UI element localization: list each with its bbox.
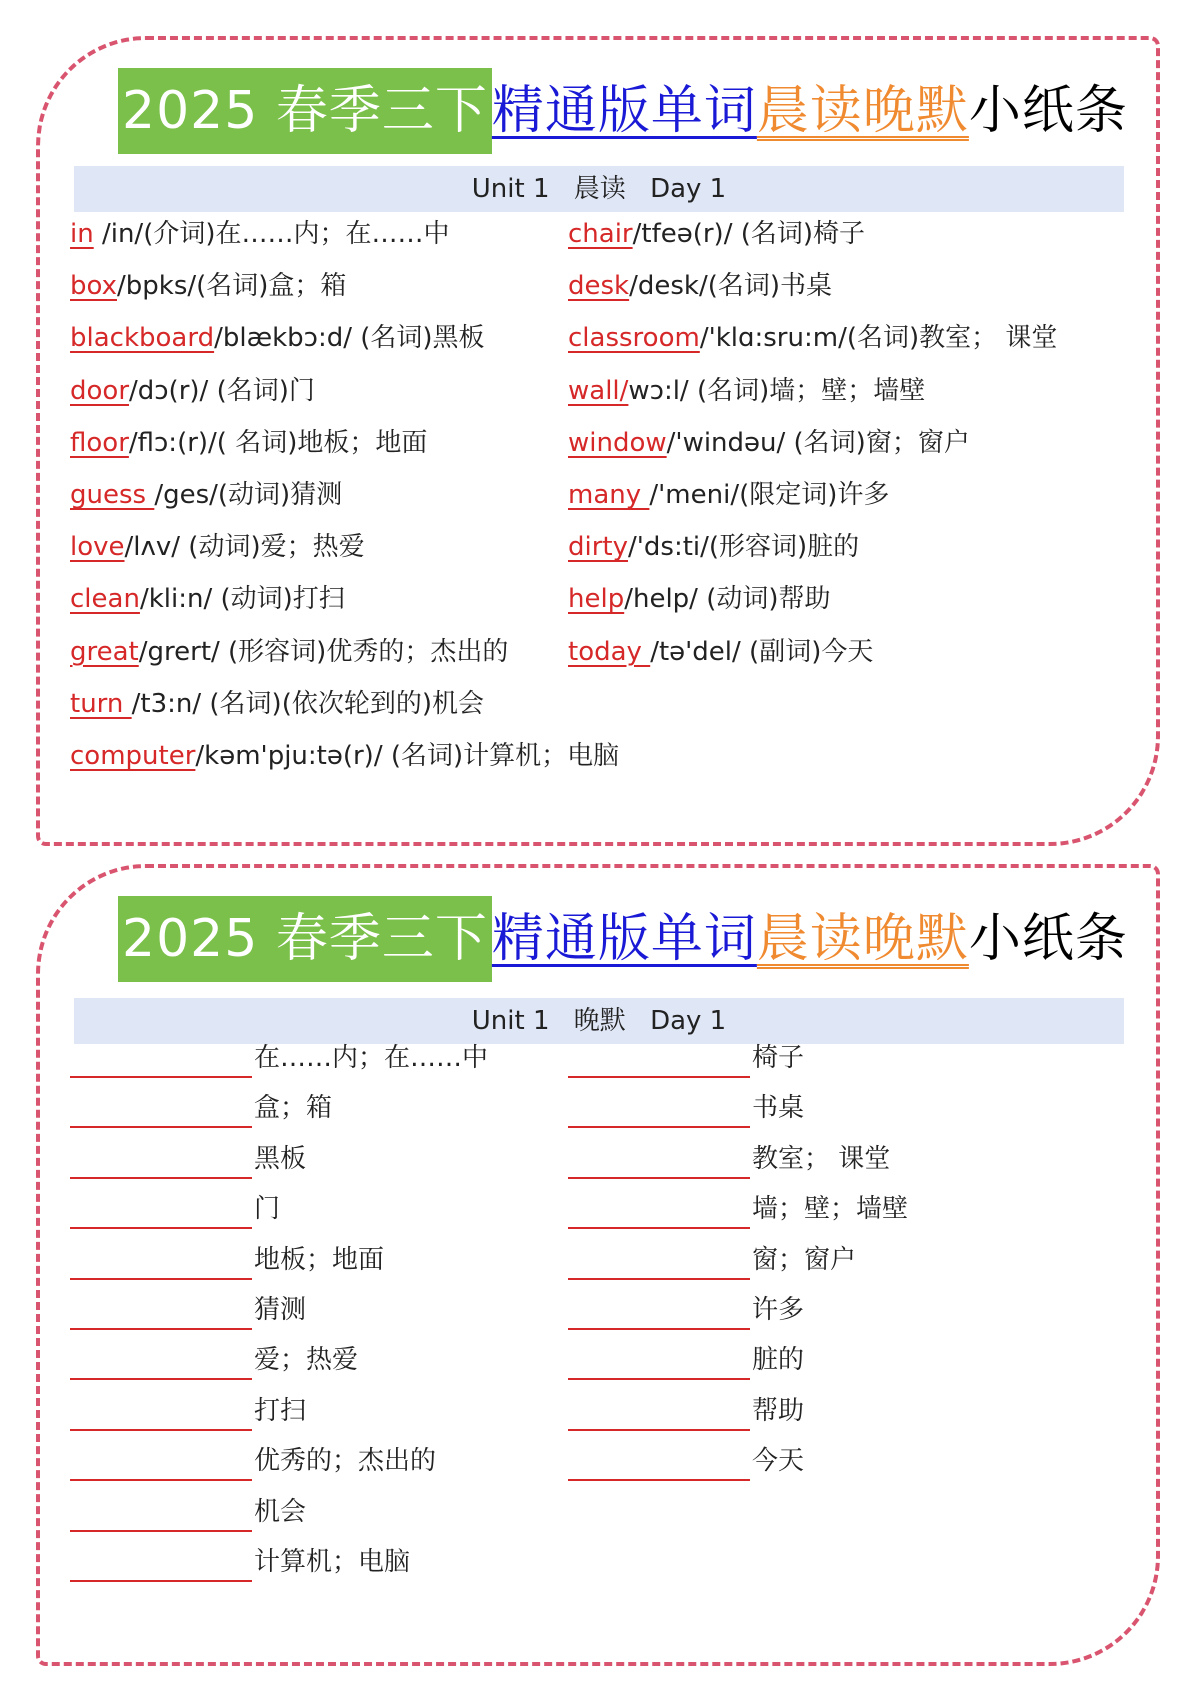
- vocab-word: help: [568, 584, 625, 615]
- dictation-row: [70, 1038, 488, 1078]
- vocab-row: [70, 736, 619, 776]
- title-black: 小纸条: [968, 81, 1128, 141]
- morning-card: [36, 36, 1160, 846]
- answer-blank[interactable]: [70, 1147, 252, 1179]
- answer-blank[interactable]: [70, 1500, 252, 1532]
- vocab-row: [568, 632, 873, 672]
- dictation-row: [568, 1139, 890, 1179]
- dictation-row: [70, 1542, 410, 1582]
- vocab-word: desk: [568, 271, 630, 302]
- answer-blank[interactable]: [70, 1096, 252, 1128]
- answer-blank[interactable]: [70, 1248, 252, 1280]
- vocab-definition: /tfeə(r)/ (名词)椅子: [632, 219, 866, 249]
- vocab-definition: /grert/ (形容词)优秀的；杰出的: [138, 636, 509, 667]
- title-black: 小纸条: [968, 909, 1128, 969]
- vocab-row: [70, 684, 484, 724]
- vocab-word: classroom: [568, 323, 700, 354]
- vocab-row: [70, 423, 427, 463]
- vocab-row: [568, 579, 830, 619]
- dictation-row: [70, 1441, 436, 1481]
- vocab-word: window: [568, 427, 667, 458]
- dictation-meaning: 许多: [752, 1295, 805, 1325]
- vocab-word: in: [70, 219, 94, 249]
- vocab-definition: /'windəu/ (名词)窗；窗户: [666, 427, 970, 458]
- section-header: [74, 166, 1124, 212]
- title-year: 2025 春季三下: [118, 68, 492, 154]
- title-year: 2025 春季三下: [118, 896, 492, 982]
- vocab-definition: /'ds:ti/(形容词)脏的: [628, 532, 860, 563]
- answer-blank[interactable]: [70, 1550, 252, 1582]
- vocab-row: [568, 266, 832, 306]
- answer-blank[interactable]: [568, 1096, 750, 1128]
- vocab-word: blackboard: [70, 323, 215, 354]
- vocab-definition: /desk/(名词)书桌: [629, 271, 833, 302]
- dictation-meaning: 黑板: [254, 1143, 307, 1174]
- vocab-row: [70, 579, 345, 619]
- vocab-word: many: [568, 480, 650, 510]
- vocab-row: [568, 318, 1057, 358]
- vocab-row: [568, 423, 970, 463]
- card-title: [118, 68, 1128, 154]
- vocab-word: box: [70, 271, 117, 302]
- dictation-meaning: 地板；地面: [254, 1244, 385, 1275]
- dictation-meaning: 脏的: [752, 1345, 805, 1376]
- vocab-word: today: [568, 636, 651, 667]
- answer-blank[interactable]: [568, 1449, 750, 1481]
- vocab-word: love: [70, 532, 125, 563]
- dictation-row: [70, 1088, 332, 1128]
- dictation-meaning: 门: [254, 1194, 281, 1225]
- evening-card: [36, 864, 1160, 1666]
- vocab-definition: /flɔ:(r)/( 名词)地板；地面: [128, 427, 428, 458]
- vocab-definition: /dɔ(r)/ (名词)门: [129, 375, 315, 406]
- dictation-row: [568, 1189, 908, 1229]
- dictation-row: [568, 1340, 804, 1380]
- unit-label: Unit 1: [471, 1006, 550, 1036]
- vocab-definition: /'klɑ:sru:m/(名词)教室； 课堂: [699, 323, 1058, 354]
- dictation-row: [70, 1492, 306, 1532]
- answer-blank[interactable]: [70, 1298, 252, 1330]
- dictation-meaning: 窗；窗户: [752, 1244, 857, 1275]
- dictation-row: [568, 1038, 804, 1078]
- vocab-row: [70, 266, 346, 306]
- dictation-meaning: 帮助: [752, 1395, 805, 1426]
- vocab-row: [70, 632, 508, 672]
- dictation-meaning: 教室； 课堂: [752, 1143, 891, 1174]
- vocab-word: turn: [70, 688, 132, 719]
- title-orange: 晨读晚默: [756, 81, 969, 141]
- dictation-meaning: 打扫: [254, 1395, 307, 1426]
- dictation-row: [70, 1340, 358, 1380]
- card-title: [118, 896, 1128, 982]
- unit-label: Unit 1: [471, 174, 550, 204]
- dictation-meaning: 书桌: [752, 1093, 805, 1124]
- vocab-word: door: [70, 375, 130, 406]
- dictation-row: [568, 1441, 804, 1481]
- vocab-row: [70, 475, 342, 515]
- vocab-row: [568, 527, 859, 567]
- vocab-word: guess: [70, 480, 155, 510]
- vocab-definition: /in/(介词)在……内；在……中: [93, 219, 450, 249]
- vocab-word: wall/: [568, 375, 629, 406]
- dictation-row: [70, 1290, 306, 1330]
- vocab-word: computer: [70, 741, 196, 771]
- dictation-row: [568, 1240, 856, 1280]
- dictation-meaning: 墙；壁；墙壁: [752, 1194, 909, 1225]
- vocab-definition: wɔ:l/ (名词)墙；壁；墙壁: [628, 375, 926, 406]
- dictation-meaning: 椅子: [752, 1043, 805, 1073]
- dictation-meaning: 今天: [752, 1446, 805, 1477]
- vocab-definition: /ges/(动词)猜测: [154, 480, 343, 510]
- answer-blank[interactable]: [568, 1147, 750, 1179]
- vocab-row: [70, 527, 365, 567]
- dictation-meaning: 机会: [254, 1496, 307, 1527]
- vocab-definition: /tə'del/ (副词)今天: [650, 636, 874, 667]
- answer-blank[interactable]: [568, 1248, 750, 1280]
- mode-label: 晨读: [573, 174, 626, 204]
- day-label: Day 1: [650, 1006, 727, 1036]
- dictation-row: [70, 1189, 280, 1229]
- vocab-row: [70, 318, 485, 358]
- title-blue: 精通版单词: [491, 81, 757, 141]
- vocab-definition: /'meni/(限定词)许多: [649, 480, 890, 510]
- vocab-word: clean: [70, 584, 140, 615]
- vocab-definition: /help/ (动词)帮助: [624, 584, 831, 615]
- vocab-definition: /kəm'pju:tə(r)/ (名词)计算机；电脑: [195, 741, 620, 771]
- vocab-definition: /blækbɔ:d/ (名词)黑板: [214, 323, 485, 354]
- vocab-definition: /t3:n/ (名词)(依次轮到的)机会: [131, 688, 484, 719]
- vocab-definition: /kli:n/ (动词)打扫: [139, 584, 345, 615]
- mode-label: 晚默: [573, 1006, 626, 1036]
- dictation-meaning: 计算机；电脑: [254, 1547, 411, 1577]
- vocab-word: great: [70, 636, 139, 667]
- day-label: Day 1: [650, 174, 727, 204]
- vocab-row: [70, 214, 449, 254]
- vocab-definition: /bpks/(名词)盒；箱: [117, 271, 347, 302]
- answer-blank[interactable]: [70, 1348, 252, 1380]
- dictation-row: [568, 1391, 804, 1431]
- dictation-row: [568, 1088, 804, 1128]
- vocab-row: [568, 475, 889, 515]
- answer-blank[interactable]: [70, 1046, 252, 1078]
- vocab-row: [568, 214, 865, 254]
- vocab-row: [568, 371, 925, 411]
- answer-blank[interactable]: [568, 1046, 750, 1078]
- answer-blank[interactable]: [70, 1399, 252, 1431]
- title-blue: 精通版单词: [491, 909, 757, 969]
- title-orange: 晨读晚默: [756, 909, 969, 969]
- dictation-meaning: 盒；箱: [254, 1093, 333, 1124]
- dictation-meaning: 爱；热爱: [254, 1345, 359, 1376]
- dictation-row: [70, 1139, 306, 1179]
- dictation-meaning: 优秀的；杰出的: [254, 1446, 437, 1477]
- vocab-row: [70, 371, 315, 411]
- vocab-word: chair: [568, 219, 633, 249]
- answer-blank[interactable]: [568, 1399, 750, 1431]
- dictation-row: [568, 1290, 804, 1330]
- answer-blank[interactable]: [70, 1449, 252, 1481]
- dictation-row: [70, 1240, 384, 1280]
- dictation-row: [70, 1391, 306, 1431]
- answer-blank[interactable]: [568, 1197, 750, 1229]
- vocab-word: floor: [70, 427, 129, 458]
- vocab-word: dirty: [568, 532, 628, 563]
- answer-blank[interactable]: [70, 1197, 252, 1229]
- answer-blank[interactable]: [568, 1348, 750, 1380]
- dictation-meaning: 在……内；在……中: [254, 1043, 489, 1073]
- dictation-meaning: 猜测: [254, 1295, 307, 1325]
- answer-blank[interactable]: [568, 1298, 750, 1330]
- vocab-definition: /lʌv/ (动词)爱；热爱: [124, 532, 365, 563]
